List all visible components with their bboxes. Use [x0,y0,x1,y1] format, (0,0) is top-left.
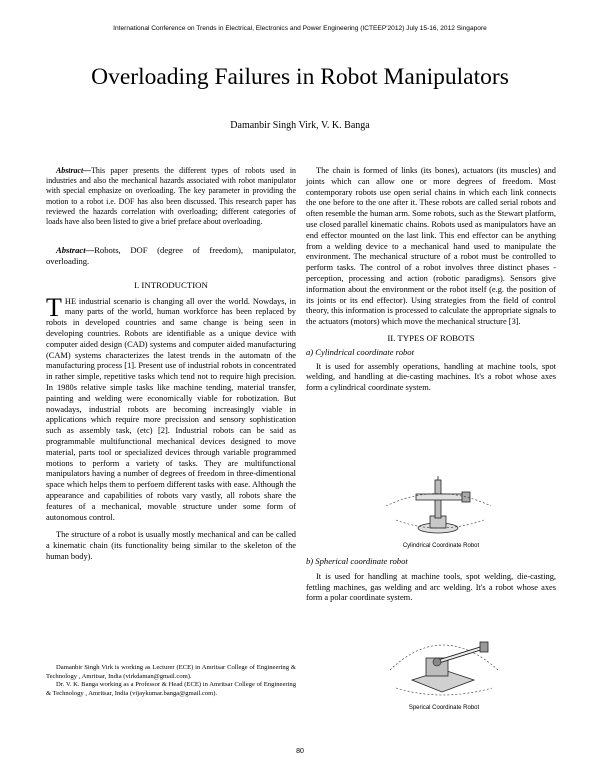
caption-spherical: Sperical Coordinate Robot [408,705,480,711]
abstract-text: This paper presents the different types of robots used in industries and also the mechanical hazards associated with robot manipulator with special emphasize on overloading. The key parameter in providing the motion to a robot i.e. DOF has also been discussed. This research paper has reviewed the hazards correlation with overloading; different categories of loads have also been listed to give a brief preface about overloading. [46,166,296,227]
left-column [46,166,296,563]
footnote-author-2: Dr. V. K. Banga working as a Professor & Head (ECE) in Amritsar College of Engineering & Technology , Amritsar, India (vijaykumar.banga@gmail.com). [46,681,296,697]
keywords-label: Abstract— [56,245,95,256]
running-header: International Conference on Trends in Electrical, Electronics and Power Engineering (ICTEEP'2012) July 15-16, 2012 Singapore [113,25,487,32]
section-heading-types: II. TYPES OF ROBOTS [387,332,475,343]
page-number: 80 [296,748,304,755]
right-column [306,166,556,394]
intro-paragraph-1-text: HE industrial scenario is changing all over the world. Nowdays, in many parts of the world, human workforce has been replaced by robots in developed countries and same change is being seen in developing countries. Robots are identifiable as a unique device with computer aided design (CAD) systems and computer aided manufacturing (CAM) systems characterizes the latest trends in the automatn of the manufacturing process [1]. Present use of industrial robots in concentrated in rather simple, repetitive tasks which tend not to require high precision. In 1980s relative simple tasks like machine tending, material transfer, painting and welding were economically viable for robotization. But nowadays, industrial robots are becoming increasingly viable in applications which require more precission and sensory sophistication such as assembly task, (etc) [2]. Industrial robots can be said as programmable multifunctional mechanical devices designed to move material, parts tool or specialized devices through variable programmed motions to perform a variety of tasks. They are multifunctional manipulators having a number of degrees of freedom in three-dimentional space which helps them to perfoem different tasks with ease. Although the appearance and capabilities of robots vary vastly, all robots share the features of a mechanical, movable structure under some form of autonomous control. [46,296,296,522]
cylindrical-paragraph: It is used for assembly operations, handling at machine tools, spot welding, and handling at die-casting machines. It's a robot whose axes form a cylindrical coordinate system. [306,361,556,393]
subsection-spherical: b) Spherical coordinate robot [306,556,408,566]
author-list: Damanbir Singh Virk, V. K. Banga [230,120,370,131]
figure-cylindrical [376,476,506,549]
abstract [46,166,296,227]
right-column-lower [306,556,556,604]
subsection-cylindrical: a) Cylindrical coordinate robot [306,346,414,357]
abstract-label: Abstract— [56,166,92,175]
drop-cap: T [46,292,62,322]
cylindrical-robot-drawing [376,476,506,538]
spherical-robot-drawing [382,630,506,700]
paper-title: Overloading Failures in Robot Manipulators [91,64,509,90]
right-paragraph-1: The chain is formed of links (its bones), actuators (its muscles) and joints which can allow one or more degrees of freedom. Most contemporary robots use open serial chains in which each link connects the one before to the one after it. These robots are called serial robots and often resemble the human arm. Some robots, such as the Stewart platform, use closed parallel kinematic chains. Robots used as manipulators have an end effector mounted on the last link. This end effector can be anything from a welding device to a mechanical hand used to manipulate the environment. The mechanical structure of a robot must be controlled to perform tasks. The control of a robot involves three distinct phases - perception, processing and action (robotic paradigms). Sensors give information about the environment or the robot itself (e.g. the position of its joints or its end effector). Using strategies from the field of control theory, this information is processed to calculate the appropriate signals to the actuators (motors) which move the mechanical structure [3]. [306,166,556,327]
author-footnotes [46,664,296,698]
spherical-paragraph: It is used for handling at machine tools, spot welding, die-casting, fettling machines, gas welding and arc welding. It's a robot whose axes form a polar coordinate system. [306,571,556,603]
keywords [46,245,296,267]
footnote-author-1: Damanbir Singh Virk is working as Lecturer (ECE) in Amritsar College of Engineering & Technology , Amritsar, India (virkdaman@gmail.com). [46,664,296,680]
intro-paragraph-2: The structure of a robot is usually mostly mechanical and can be called a kinematic chain (its functionality being similar to the skeleton of the human body). [46,530,296,561]
figure-spherical [382,630,506,712]
caption-cylindrical: Cylindrical Coordinate Robot [402,543,480,549]
section-heading-introduction: I. INTRODUCTION [134,279,208,290]
intro-paragraph-1 [46,292,296,524]
keywords-text: Robots, DOF (degree of freedom), manipulator, overloading. [46,245,296,267]
